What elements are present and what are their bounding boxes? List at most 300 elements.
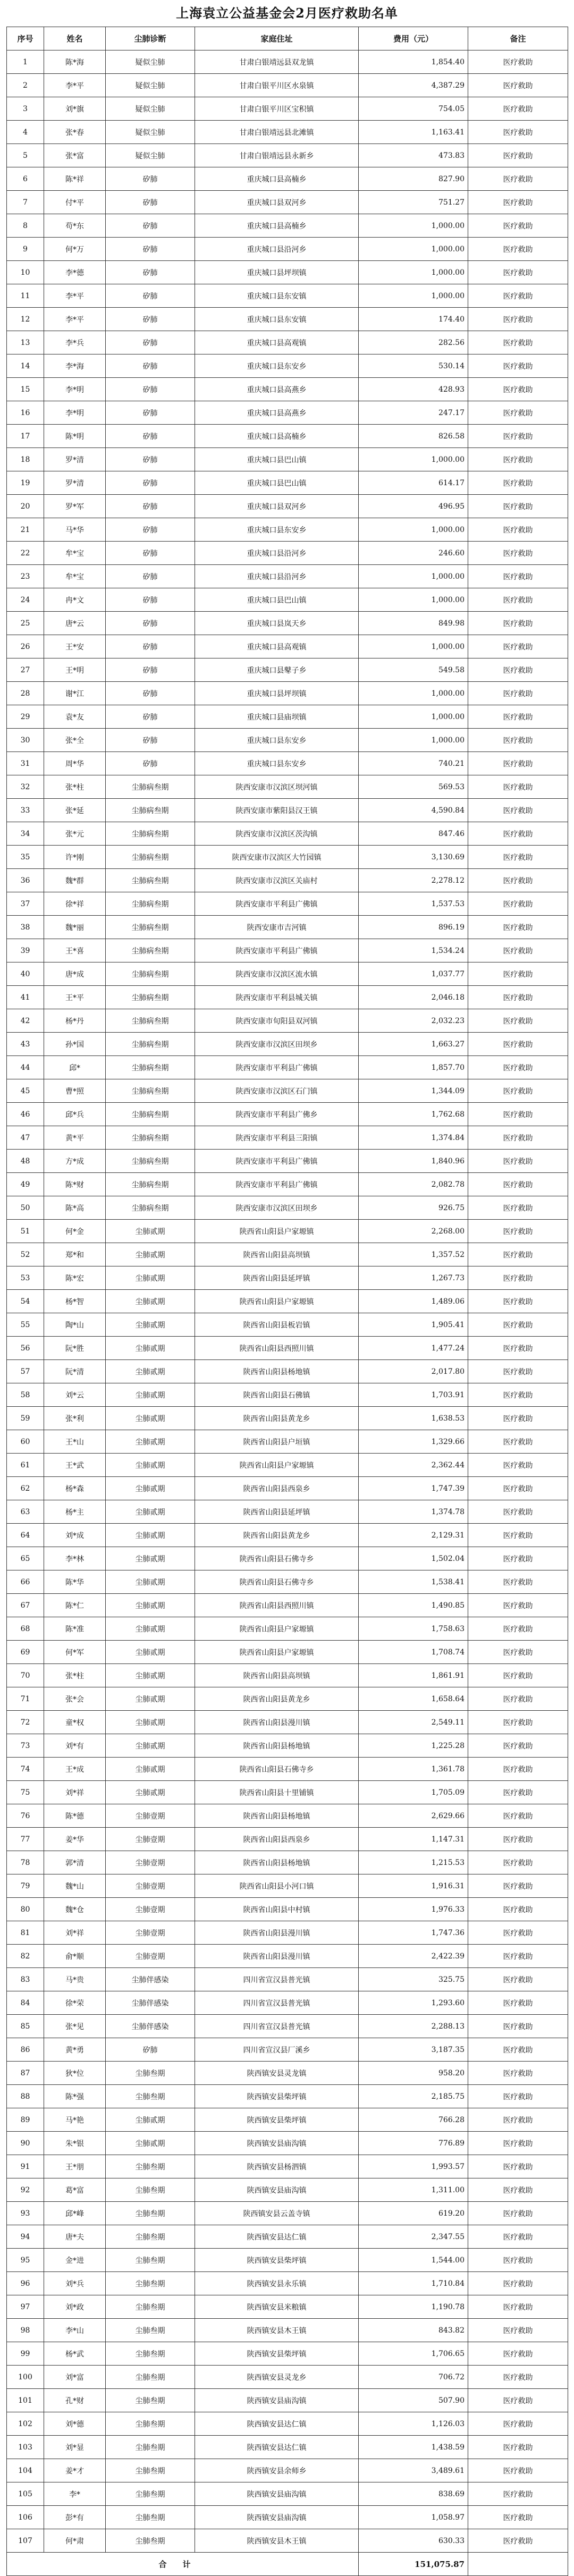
table-row bbox=[7, 705, 568, 729]
cell-cost: 2,185.75 bbox=[359, 2085, 468, 2108]
table-row bbox=[7, 2038, 568, 2062]
cell-note: 医疗救助 bbox=[468, 448, 568, 471]
cell-address: 陕西镇安县达仁镇 bbox=[195, 2436, 359, 2459]
cell-name: 方*成 bbox=[44, 1150, 106, 1173]
cell-cost: 706.72 bbox=[359, 2366, 468, 2389]
cell-no: 87 bbox=[7, 2062, 44, 2085]
table-row bbox=[7, 2225, 568, 2249]
cell-no: 39 bbox=[7, 939, 44, 962]
cell-note: 医疗救助 bbox=[468, 588, 568, 612]
cell-address: 陕西省山阳县户家塬镇 bbox=[195, 1641, 359, 1664]
cell-cost: 1,267.73 bbox=[359, 1266, 468, 1290]
cell-cost: 3,489.61 bbox=[359, 2459, 468, 2482]
table-row bbox=[7, 1617, 568, 1641]
cell-cost: 1,000.00 bbox=[359, 682, 468, 705]
cell-name: 张*延 bbox=[44, 799, 106, 822]
table-row bbox=[7, 1009, 568, 1033]
cell-cost: 1,857.70 bbox=[359, 1056, 468, 1079]
cell-no: 82 bbox=[7, 1945, 44, 1968]
cell-diagnosis: 尘肺壹期 bbox=[106, 1898, 195, 1921]
cell-cost: 2,032.23 bbox=[359, 1009, 468, 1033]
cell-diagnosis: 矽肺 bbox=[106, 284, 195, 308]
cell-diagnosis: 尘肺贰期 bbox=[106, 1430, 195, 1454]
cell-name: 谢*江 bbox=[44, 682, 106, 705]
table-row bbox=[7, 565, 568, 588]
cell-name: 陈*海 bbox=[44, 50, 106, 74]
cell-note: 医疗救助 bbox=[468, 2366, 568, 2389]
cell-name: 付*平 bbox=[44, 191, 106, 214]
cell-cost: 325.75 bbox=[359, 1968, 468, 1991]
cell-note: 医疗救助 bbox=[468, 1711, 568, 1734]
cell-no: 6 bbox=[7, 167, 44, 191]
cell-cost: 1,361.78 bbox=[359, 1758, 468, 1781]
cell-name: 陶*山 bbox=[44, 1313, 106, 1337]
cell-note: 医疗救助 bbox=[468, 1945, 568, 1968]
cell-name: 牟*宝 bbox=[44, 542, 106, 565]
cell-no: 26 bbox=[7, 635, 44, 658]
cell-note: 医疗救助 bbox=[468, 846, 568, 869]
cell-no: 100 bbox=[7, 2366, 44, 2389]
cell-no: 21 bbox=[7, 518, 44, 542]
cell-address: 陕西镇安县灵龙镇 bbox=[195, 2062, 359, 2085]
cell-diagnosis: 尘肺叁期 bbox=[106, 2436, 195, 2459]
cell-diagnosis: 尘肺病叁期 bbox=[106, 892, 195, 916]
cell-address: 陕西省山阳县西照川镇 bbox=[195, 1594, 359, 1617]
cell-note: 医疗救助 bbox=[468, 869, 568, 892]
cell-cost: 1,058.97 bbox=[359, 2506, 468, 2529]
table-row bbox=[7, 1804, 568, 1828]
cell-note: 医疗救助 bbox=[468, 331, 568, 354]
cell-no: 51 bbox=[7, 1220, 44, 1243]
cell-no: 81 bbox=[7, 1921, 44, 1945]
cell-name: 刘*富 bbox=[44, 2366, 106, 2389]
cell-diagnosis: 尘肺贰期 bbox=[106, 1617, 195, 1641]
cell-no: 62 bbox=[7, 1477, 44, 1500]
table-row bbox=[7, 1196, 568, 1220]
cell-note: 医疗救助 bbox=[468, 1570, 568, 1594]
cell-note: 医疗救助 bbox=[468, 682, 568, 705]
cell-no: 43 bbox=[7, 1033, 44, 1056]
table-row bbox=[7, 2178, 568, 2202]
cell-cost: 751.27 bbox=[359, 191, 468, 214]
cell-diagnosis: 尘肺叁期 bbox=[106, 2225, 195, 2249]
cell-diagnosis: 尘肺病叁期 bbox=[106, 846, 195, 869]
cell-note: 医疗救助 bbox=[468, 495, 568, 518]
cell-name: 葛*富 bbox=[44, 2178, 106, 2202]
cell-address: 陕西安康市汉滨区田坝乡 bbox=[195, 1033, 359, 1056]
table-row bbox=[7, 2342, 568, 2366]
cell-diagnosis: 尘肺病叁期 bbox=[106, 986, 195, 1009]
cell-cost: 1,861.91 bbox=[359, 1664, 468, 1687]
cell-cost: 827.90 bbox=[359, 167, 468, 191]
cell-name: 彭*有 bbox=[44, 2506, 106, 2529]
cell-address: 甘肃白银平川区水泉镇 bbox=[195, 74, 359, 97]
cell-name: 邱*兵 bbox=[44, 1103, 106, 1126]
cell-note: 医疗救助 bbox=[468, 97, 568, 121]
cell-cost: 1,706.65 bbox=[359, 2342, 468, 2366]
cell-note: 医疗救助 bbox=[468, 822, 568, 846]
table-row bbox=[7, 121, 568, 144]
cell-diagnosis: 尘肺贰期 bbox=[106, 1313, 195, 1337]
cell-note: 医疗救助 bbox=[468, 1991, 568, 2015]
cell-note: 医疗救助 bbox=[468, 2108, 568, 2132]
cell-note: 医疗救助 bbox=[468, 1921, 568, 1945]
table-row bbox=[7, 752, 568, 775]
cell-no: 95 bbox=[7, 2249, 44, 2272]
cell-cost: 838.69 bbox=[359, 2482, 468, 2506]
cell-no: 78 bbox=[7, 1851, 44, 1874]
cell-diagnosis: 尘肺贰期 bbox=[106, 1664, 195, 1687]
cell-name: 魏*丽 bbox=[44, 916, 106, 939]
cell-cost: 740.21 bbox=[359, 752, 468, 775]
cell-cost: 1,329.66 bbox=[359, 1430, 468, 1454]
table-row bbox=[7, 2062, 568, 2085]
cell-address: 陕西镇安县木王镇 bbox=[195, 2319, 359, 2342]
cell-cost: 1,225.28 bbox=[359, 1734, 468, 1758]
cell-address: 陕西镇安县米粮镇 bbox=[195, 2295, 359, 2319]
cell-name: 黄*平 bbox=[44, 1126, 106, 1150]
cell-note: 医疗救助 bbox=[468, 74, 568, 97]
cell-address: 陕西省山阳县杨地镇 bbox=[195, 1360, 359, 1383]
cell-note: 医疗救助 bbox=[468, 1851, 568, 1874]
cell-no: 1 bbox=[7, 50, 44, 74]
table-row bbox=[7, 892, 568, 916]
cell-diagnosis: 尘肺病叁期 bbox=[106, 1103, 195, 1126]
cell-note: 医疗救助 bbox=[468, 2319, 568, 2342]
cell-name: 陈*准 bbox=[44, 1617, 106, 1641]
cell-address: 四川省宣汉县普光镇 bbox=[195, 1991, 359, 2015]
cell-name: 朱*银 bbox=[44, 2132, 106, 2155]
header-cost: 费用（元） bbox=[359, 27, 468, 50]
cell-diagnosis: 尘肺叁期 bbox=[106, 2389, 195, 2412]
cell-note: 医疗救助 bbox=[468, 1687, 568, 1711]
cell-name: 黄*勇 bbox=[44, 2038, 106, 2062]
table-row bbox=[7, 2459, 568, 2482]
cell-no: 4 bbox=[7, 121, 44, 144]
cell-note: 医疗救助 bbox=[468, 354, 568, 378]
cell-name: 张*柱 bbox=[44, 775, 106, 799]
cell-address: 陕西省山阳县西泉乡 bbox=[195, 1828, 359, 1851]
cell-address: 陕西镇安县庙沟镇 bbox=[195, 2506, 359, 2529]
cell-cost: 1,190.78 bbox=[359, 2295, 468, 2319]
cell-diagnosis: 尘肺叁期 bbox=[106, 2155, 195, 2178]
cell-name: 李*兵 bbox=[44, 331, 106, 354]
cell-note: 医疗救助 bbox=[468, 2506, 568, 2529]
cell-cost: 614.17 bbox=[359, 471, 468, 495]
cell-no: 97 bbox=[7, 2295, 44, 2319]
cell-cost: 1,000.00 bbox=[359, 565, 468, 588]
cell-address: 陕西镇安县柴坪镇 bbox=[195, 2342, 359, 2366]
cell-address: 陕西省山阳县户垣镇 bbox=[195, 1430, 359, 1454]
cell-cost: 1,000.00 bbox=[359, 588, 468, 612]
cell-note: 医疗救助 bbox=[468, 238, 568, 261]
cell-address: 陕西安康市汉滨区田坝乡 bbox=[195, 1196, 359, 1220]
cell-note: 医疗救助 bbox=[468, 2436, 568, 2459]
table-row bbox=[7, 1243, 568, 1266]
cell-no: 47 bbox=[7, 1126, 44, 1150]
cell-name: 苟*东 bbox=[44, 214, 106, 238]
cell-diagnosis: 尘肺病叁期 bbox=[106, 1079, 195, 1103]
cell-diagnosis: 尘肺叁期 bbox=[106, 2085, 195, 2108]
cell-no: 44 bbox=[7, 1056, 44, 1079]
cell-diagnosis: 尘肺贰期 bbox=[106, 1477, 195, 1500]
table-row bbox=[7, 144, 568, 167]
cell-cost: 1,000.00 bbox=[359, 448, 468, 471]
cell-note: 医疗救助 bbox=[468, 1337, 568, 1360]
cell-cost: 754.05 bbox=[359, 97, 468, 121]
cell-name: 李*林 bbox=[44, 1547, 106, 1570]
cell-note: 医疗救助 bbox=[468, 1079, 568, 1103]
cell-name: 李*平 bbox=[44, 284, 106, 308]
cell-no: 105 bbox=[7, 2482, 44, 2506]
total-value: 151,075.87 bbox=[359, 2553, 468, 2576]
cell-cost: 1,708.74 bbox=[359, 1641, 468, 1664]
cell-diagnosis: 矽肺 bbox=[106, 448, 195, 471]
cell-no: 35 bbox=[7, 846, 44, 869]
cell-note: 医疗救助 bbox=[468, 916, 568, 939]
cell-name: 刘*兵 bbox=[44, 2272, 106, 2295]
table-row bbox=[7, 2108, 568, 2132]
cell-cost: 3,187.35 bbox=[359, 2038, 468, 2062]
table-row bbox=[7, 2295, 568, 2319]
cell-no: 67 bbox=[7, 1594, 44, 1617]
cell-note: 医疗救助 bbox=[468, 1874, 568, 1898]
table-row bbox=[7, 1851, 568, 1874]
cell-cost: 1,000.00 bbox=[359, 635, 468, 658]
cell-diagnosis: 尘肺病叁期 bbox=[106, 799, 195, 822]
table-row bbox=[7, 1056, 568, 1079]
cell-diagnosis: 尘肺壹期 bbox=[106, 1945, 195, 1968]
cell-cost: 1,163.41 bbox=[359, 121, 468, 144]
cell-address: 重庆城口县东安乡 bbox=[195, 752, 359, 775]
cell-note: 医疗救助 bbox=[468, 471, 568, 495]
cell-diagnosis: 尘肺伴感染 bbox=[106, 2015, 195, 2038]
cell-diagnosis: 尘肺贰期 bbox=[106, 1337, 195, 1360]
cell-diagnosis: 尘肺贰期 bbox=[106, 2132, 195, 2155]
cell-address: 陕西镇安县余师乡 bbox=[195, 2459, 359, 2482]
cell-address: 陕西省山阳县西泉乡 bbox=[195, 1477, 359, 1500]
cell-note: 医疗救助 bbox=[468, 308, 568, 331]
cell-diagnosis: 矽肺 bbox=[106, 354, 195, 378]
cell-diagnosis: 尘肺叁期 bbox=[106, 2412, 195, 2436]
table-row bbox=[7, 284, 568, 308]
header-address: 家庭住址 bbox=[195, 27, 359, 50]
table-row bbox=[7, 518, 568, 542]
cell-note: 医疗救助 bbox=[468, 2342, 568, 2366]
cell-address: 陕西省山阳县户家塬镇 bbox=[195, 1290, 359, 1313]
cell-no: 27 bbox=[7, 658, 44, 682]
table-row bbox=[7, 1454, 568, 1477]
cell-name: 刘*显 bbox=[44, 2436, 106, 2459]
cell-no: 37 bbox=[7, 892, 44, 916]
table-row bbox=[7, 1266, 568, 1290]
cell-address: 甘肃白银靖远县永新乡 bbox=[195, 144, 359, 167]
cell-note: 医疗救助 bbox=[468, 1547, 568, 1570]
table-row bbox=[7, 1734, 568, 1758]
cell-no: 13 bbox=[7, 331, 44, 354]
cell-no: 36 bbox=[7, 869, 44, 892]
cell-address: 重庆城口县双河乡 bbox=[195, 495, 359, 518]
cell-no: 94 bbox=[7, 2225, 44, 2249]
cell-name: 李*德 bbox=[44, 261, 106, 284]
cell-no: 61 bbox=[7, 1454, 44, 1477]
cell-address: 重庆城口县东安镇 bbox=[195, 284, 359, 308]
cell-address: 陕西省山阳县黄龙乡 bbox=[195, 1524, 359, 1547]
cell-diagnosis: 尘肺病叁期 bbox=[106, 1056, 195, 1079]
cell-diagnosis: 尘肺叁期 bbox=[106, 2249, 195, 2272]
table-row bbox=[7, 962, 568, 986]
cell-address: 重庆城口县东安乡 bbox=[195, 518, 359, 542]
cell-address: 陕西省山阳县户家塬镇 bbox=[195, 1617, 359, 1641]
table-row bbox=[7, 916, 568, 939]
cell-diagnosis: 矽肺 bbox=[106, 471, 195, 495]
cell-diagnosis: 尘肺叁期 bbox=[106, 2482, 195, 2506]
table-row bbox=[7, 1547, 568, 1570]
cell-diagnosis: 矽肺 bbox=[106, 658, 195, 682]
cell-no: 69 bbox=[7, 1641, 44, 1664]
cell-cost: 2,278.12 bbox=[359, 869, 468, 892]
cell-no: 54 bbox=[7, 1290, 44, 1313]
cell-cost: 1,000.00 bbox=[359, 705, 468, 729]
cell-note: 医疗救助 bbox=[468, 799, 568, 822]
cell-diagnosis: 疑似尘肺 bbox=[106, 144, 195, 167]
cell-address: 陕西省山阳县小河口镇 bbox=[195, 1874, 359, 1898]
cell-no: 76 bbox=[7, 1804, 44, 1828]
cell-address: 陕西安康市平利县广佛镇 bbox=[195, 1173, 359, 1196]
cell-address: 陕西安康市汉滨区石门镇 bbox=[195, 1079, 359, 1103]
cell-diagnosis: 尘肺病叁期 bbox=[106, 1033, 195, 1056]
cell-address: 重庆城口县沿河乡 bbox=[195, 565, 359, 588]
cell-note: 医疗救助 bbox=[468, 2295, 568, 2319]
cell-no: 16 bbox=[7, 401, 44, 425]
cell-note: 医疗救助 bbox=[468, 962, 568, 986]
cell-address: 陕西省山阳县漫川镇 bbox=[195, 1945, 359, 1968]
cell-name: 张*富 bbox=[44, 144, 106, 167]
table-row bbox=[7, 1079, 568, 1103]
table-row bbox=[7, 939, 568, 962]
table-row bbox=[7, 1407, 568, 1430]
cell-note: 医疗救助 bbox=[468, 2272, 568, 2295]
cell-name: 刘*有 bbox=[44, 1734, 106, 1758]
cell-cost: 1,703.91 bbox=[359, 1383, 468, 1407]
cell-cost: 1,544.00 bbox=[359, 2249, 468, 2272]
header-diagnosis: 尘肺诊断 bbox=[106, 27, 195, 50]
cell-address: 陕西镇安县庙沟镇 bbox=[195, 2178, 359, 2202]
cell-diagnosis: 尘肺壹期 bbox=[106, 1804, 195, 1828]
table-row bbox=[7, 425, 568, 448]
cell-note: 医疗救助 bbox=[468, 2529, 568, 2553]
cell-diagnosis: 矽肺 bbox=[106, 331, 195, 354]
table-row bbox=[7, 799, 568, 822]
cell-cost: 1,976.33 bbox=[359, 1898, 468, 1921]
cell-note: 医疗救助 bbox=[468, 214, 568, 238]
cell-cost: 896.19 bbox=[359, 916, 468, 939]
cell-address: 重庆城口县巴山镇 bbox=[195, 471, 359, 495]
cell-note: 医疗救助 bbox=[468, 775, 568, 799]
cell-cost: 2,629.66 bbox=[359, 1804, 468, 1828]
cell-cost: 1,000.00 bbox=[359, 214, 468, 238]
cell-cost: 1,037.77 bbox=[359, 962, 468, 986]
cell-address: 陕西安康市平利县三阳镇 bbox=[195, 1126, 359, 1150]
cell-cost: 1,502.04 bbox=[359, 1547, 468, 1570]
cell-no: 30 bbox=[7, 729, 44, 752]
cell-name: 何*金 bbox=[44, 1220, 106, 1243]
cell-cost: 1,705.09 bbox=[359, 1781, 468, 1804]
cell-name: 魏*山 bbox=[44, 1874, 106, 1898]
cell-note: 医疗救助 bbox=[468, 261, 568, 284]
cell-name: 何*万 bbox=[44, 238, 106, 261]
cell-no: 18 bbox=[7, 448, 44, 471]
cell-cost: 1,374.84 bbox=[359, 1126, 468, 1150]
cell-diagnosis: 矽肺 bbox=[106, 705, 195, 729]
cell-note: 医疗救助 bbox=[468, 1360, 568, 1383]
cell-diagnosis: 尘肺贰期 bbox=[106, 1570, 195, 1594]
cell-address: 陕西安康市汉滨区茨沟镇 bbox=[195, 822, 359, 846]
table-row bbox=[7, 2155, 568, 2178]
table-row bbox=[7, 1220, 568, 1243]
cell-no: 71 bbox=[7, 1687, 44, 1711]
cell-no: 70 bbox=[7, 1664, 44, 1687]
table-row bbox=[7, 869, 568, 892]
cell-note: 医疗救助 bbox=[468, 1500, 568, 1524]
cell-address: 重庆城口县高观镇 bbox=[195, 635, 359, 658]
cell-diagnosis: 矽肺 bbox=[106, 191, 195, 214]
table-row bbox=[7, 1570, 568, 1594]
cell-diagnosis: 尘肺病叁期 bbox=[106, 962, 195, 986]
cell-name: 杨*森 bbox=[44, 1477, 106, 1500]
cell-cost: 1,490.85 bbox=[359, 1594, 468, 1617]
cell-note: 医疗救助 bbox=[468, 1173, 568, 1196]
cell-cost: 619.20 bbox=[359, 2202, 468, 2225]
cell-name: 马*华 bbox=[44, 518, 106, 542]
cell-note: 医疗救助 bbox=[468, 2225, 568, 2249]
cell-name: 唐*成 bbox=[44, 962, 106, 986]
cell-no: 12 bbox=[7, 308, 44, 331]
cell-name: 刘*旗 bbox=[44, 97, 106, 121]
cell-address: 陕西镇安县柴坪镇 bbox=[195, 2249, 359, 2272]
table-row bbox=[7, 50, 568, 74]
cell-address: 重庆城口县双河乡 bbox=[195, 191, 359, 214]
cell-cost: 1,638.53 bbox=[359, 1407, 468, 1430]
cell-no: 56 bbox=[7, 1337, 44, 1360]
cell-name: 金*进 bbox=[44, 2249, 106, 2272]
cell-diagnosis: 尘肺叁期 bbox=[106, 2366, 195, 2389]
total-note bbox=[468, 2553, 568, 2576]
cell-no: 107 bbox=[7, 2529, 44, 2553]
table-row bbox=[7, 1758, 568, 1781]
cell-diagnosis: 尘肺贰期 bbox=[106, 1407, 195, 1430]
cell-no: 103 bbox=[7, 2436, 44, 2459]
cell-no: 17 bbox=[7, 425, 44, 448]
cell-note: 医疗救助 bbox=[468, 518, 568, 542]
cell-cost: 2,362.44 bbox=[359, 1454, 468, 1477]
cell-note: 医疗救助 bbox=[468, 1196, 568, 1220]
table-row bbox=[7, 1641, 568, 1664]
cell-address: 陕西镇安县柴坪镇 bbox=[195, 2108, 359, 2132]
cell-address: 重庆城口县巴山镇 bbox=[195, 588, 359, 612]
cell-cost: 1,537.53 bbox=[359, 892, 468, 916]
cell-no: 64 bbox=[7, 1524, 44, 1547]
cell-diagnosis: 尘肺贰期 bbox=[106, 1547, 195, 1570]
cell-cost: 2,422.39 bbox=[359, 1945, 468, 1968]
cell-note: 医疗救助 bbox=[468, 1383, 568, 1407]
cell-no: 50 bbox=[7, 1196, 44, 1220]
cell-cost: 496.95 bbox=[359, 495, 468, 518]
cell-note: 医疗救助 bbox=[468, 1454, 568, 1477]
cell-diagnosis: 尘肺贰期 bbox=[106, 1243, 195, 1266]
cell-no: 22 bbox=[7, 542, 44, 565]
cell-note: 医疗救助 bbox=[468, 2389, 568, 2412]
